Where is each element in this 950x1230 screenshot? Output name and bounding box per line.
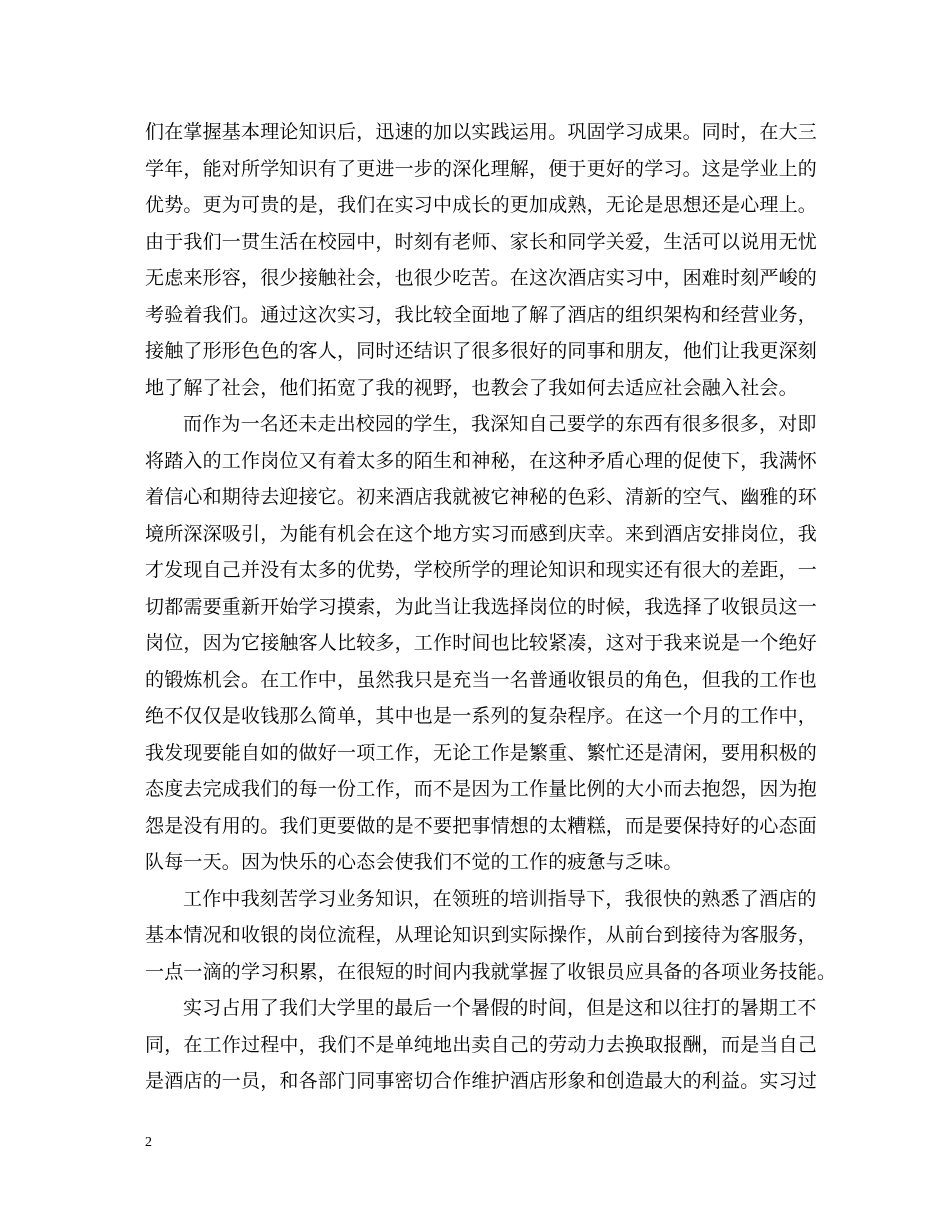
text-line: 着信心和期待去迎接它。初来酒店我就被它神秘的色彩、清新的空气、幽雅的环 xyxy=(145,486,818,508)
text-line: 们在掌握基本理论知识后，迅速的加以实践运用。巩固学习成果。同时，在大三 xyxy=(145,121,818,143)
text-line: 切都需要重新开始学习摸索，为此当让我选择岗位的时候，我选择了收银员这一 xyxy=(145,595,818,618)
text-line: 工作中我刻苦学习业务知识，在领班的培训指导下，我很快的熟悉了酒店的 xyxy=(183,887,817,910)
text-line: 将踏入的工作岗位又有着太多的陌生和神秘，在这种矛盾心理的促使下，我满怀 xyxy=(145,449,818,472)
paragraph-2 xyxy=(145,406,818,881)
text-line: 而作为一名还未走出校园的学生，我深知自己要学的东西有很多很多，对即 xyxy=(183,413,817,435)
document-body xyxy=(145,114,837,1100)
text-line: 一点一滴的学习积累，在很短的时间内我就掌握了收银员应具备的各项业务技能。 xyxy=(145,960,837,983)
text-line: 才发现自己并没有太多的优势，学校所学的理论知识和现实还有很大的差距，一 xyxy=(145,559,818,581)
text-line: 无虑来形容，很少接触社会，也很少吃苦。在这次酒店实习中，困难时刻严峻的 xyxy=(145,267,818,289)
text-line: 地了解了社会，他们拓宽了我的视野，也教会了我如何去适应社会融入社会。 xyxy=(145,376,798,399)
text-line: 绝不仅仅是收钱那么简单，其中也是一系列的复杂程序。在这一个月的工作中， xyxy=(145,705,818,727)
text-line: 的锻炼机会。在工作中，虽然我只是充当一名普通收银员的角色，但我的工作也 xyxy=(145,668,818,691)
paragraph-1 xyxy=(145,114,818,406)
text-line: 优势。更为可贵的是，我们在实习中成长的更加成熟，无论是思想还是心理上。 xyxy=(145,194,818,216)
text-line: 是酒店的一员，和各部门同事密切合作维护酒店形象和创造最大的利益。实习过 xyxy=(145,1070,818,1092)
text-line: 岗位，因为它接触客人比较多，工作时间也比较紧凑，这对于我来说是一个绝好 xyxy=(145,632,818,654)
text-line: 基本情况和收银的岗位流程，从理论知识到实际操作，从前台到接待为客服务， xyxy=(145,924,818,946)
text-line: 实习占用了我们大学里的最后一个暑假的时间，但是这和以往打的暑期工不 xyxy=(183,997,817,1019)
text-line: 怨是没有用的。我们更要做的是不要把事情想的太糟糕，而是要保持好的心态面 xyxy=(145,814,818,837)
text-line: 接触了形形色色的客人，同时还结识了很多很好的同事和朋友，他们让我更深刻 xyxy=(145,340,818,362)
text-line: 态度去完成我们的每一份工作，而不是因为工作量比例的大小而去抱怨，因为抱 xyxy=(145,778,818,800)
text-line: 队每一天。因为快乐的心态会使我们不觉的工作的疲惫与乏味。 xyxy=(145,851,683,873)
text-line: 由于我们一贯生活在校园中，时刻有老师、家长和同学关爱，生活可以说用无忧 xyxy=(145,230,818,253)
text-line: 同，在工作过程中，我们不是单纯地出卖自己的劳动力去换取报酬，而是当自己 xyxy=(145,1033,818,1056)
page-number: 2 xyxy=(145,1135,152,1150)
text-line: 学年，能对所学知识有了更进一步的深化理解，便于更好的学习。这是学业上的 xyxy=(145,157,818,180)
paragraph-3 xyxy=(145,881,837,991)
text-line: 境所深深吸引，为能有机会在这个地方实习而感到庆幸。来到酒店安排岗位，我 xyxy=(145,522,818,545)
paragraph-4 xyxy=(145,990,818,1100)
text-line: 我发现要能自如的做好一项工作，无论工作是繁重、繁忙还是清闲，要用积极的 xyxy=(145,741,818,764)
text-line: 考验着我们。通过这次实习，我比较全面地了解了酒店的组织架构和经营业务， xyxy=(145,303,818,326)
